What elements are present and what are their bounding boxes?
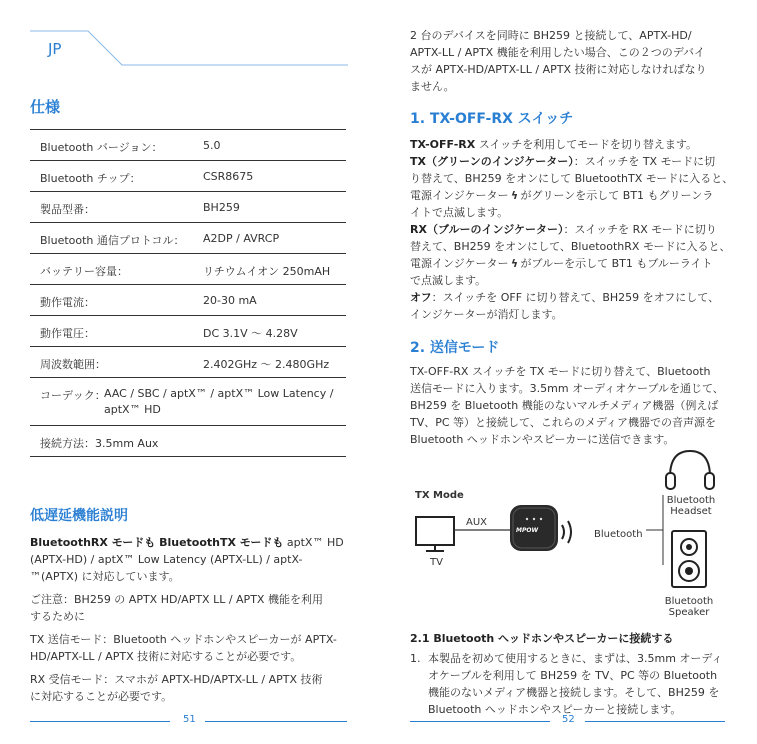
footer-rule-right: [585, 721, 725, 722]
power-icon: ϟ: [510, 189, 519, 202]
text: スイッチを利用してモードを切り替えます。: [475, 138, 697, 151]
spec-row: [30, 160, 346, 192]
page-number-left: 51: [183, 714, 196, 725]
text: Headset: [670, 506, 712, 517]
codec-line-2: aptX™ HD: [104, 403, 161, 416]
spec-value: 5.0: [203, 139, 221, 152]
text: に対応することが必要です。: [30, 690, 173, 703]
emphasis: オフ: [410, 291, 432, 304]
spec-key: 動作電流：: [40, 296, 95, 309]
text: 機能のないメディア機器と接続します。そして、BH259 を: [428, 686, 720, 699]
spec-key: バッテリー容量：: [40, 265, 128, 278]
footer-rule-left: [205, 721, 347, 722]
text: RX 受信モード：スマホが APTX-HD/APTX-LL / APTX 技術: [30, 673, 323, 686]
text: イトで点滅します。: [410, 206, 509, 219]
text: TX 送信モード：Bluetooth ヘッドホンやスピーカーが APTX-: [30, 633, 337, 646]
text: 電源インジケーター: [410, 257, 509, 270]
low-latency-title: 低遅延機能説明: [30, 508, 128, 524]
emphasis: TX（グリーンのインジケーター）: [410, 155, 574, 168]
text: Bluetooth: [666, 495, 716, 506]
spec-key: Bluetooth チップ：: [40, 172, 141, 185]
spec-value: A2DP / AVRCP: [203, 232, 280, 245]
emphasis: RX（ブルーのインジケーター）: [410, 223, 564, 236]
text: がグリーンを示して BT1 もグリーンラ: [520, 189, 714, 202]
power-icon: ϟ: [510, 257, 519, 270]
spec-row: [30, 284, 346, 316]
spec-row: [30, 315, 346, 347]
emphasis: BluetoothRX モードも BluetoothTX モードも: [30, 536, 284, 549]
text: り替えて、BH259 をオンにして BluetoothTX モードに入ると、: [410, 172, 734, 185]
section-tab-outline: [30, 30, 348, 68]
spec-key: 製品型番：: [40, 203, 95, 216]
wave-icon: [568, 521, 571, 543]
text: 替えて、BH259 をオンにして、BluetoothRX モードに入ると、: [410, 240, 731, 253]
spec-key: Bluetooth バージョン：: [40, 141, 163, 154]
section-2-1-title: 2.1 Bluetooth ヘッドホンやスピーカーに接続する: [410, 632, 674, 645]
page-number-right: 52: [562, 714, 575, 725]
diagram-graphics: [410, 445, 750, 620]
text: TV、PC 等）と接続して、これらのメディア機器での音声源を: [410, 416, 716, 429]
section-2-body: [410, 363, 742, 448]
text: TX-OFF-RX スイッチを TX モードに切り替えて、Bluetooth: [410, 365, 711, 378]
text: がブルーを示して BT1 もブルーライト: [520, 257, 713, 270]
spec-value: CSR8675: [203, 170, 254, 183]
spec-row: [30, 222, 346, 254]
table-bottom-rule: [30, 456, 346, 457]
spec-key: 接続方法：3.5mm Aux: [40, 437, 159, 450]
spec-key: 周波数範囲：: [40, 358, 106, 371]
headset-label: [661, 495, 721, 517]
text: ™(APTX) に対応しています。: [30, 570, 180, 583]
text: 本製品を初めて使用するときに、まずは、3.5mm オーディ: [428, 652, 723, 665]
spec-key: Bluetooth 通信プロトコル：: [40, 234, 185, 247]
spec-key: コーデック：: [40, 389, 106, 402]
language-label: JP: [48, 40, 62, 58]
spec-value: リチウムイオン 250mAH: [203, 265, 331, 278]
aux-label: AUX: [466, 517, 488, 528]
text: で点滅します。: [410, 274, 487, 287]
text: HD/APTX-LL / APTX 技術に対応することが必要です。: [30, 650, 302, 663]
spec-value: 20-30 mA: [203, 294, 257, 307]
text: (APTX-HD) / aptX™ Low Latency (APTX-LL) / aptX-: [30, 553, 303, 566]
spec-row-codec: [30, 377, 346, 425]
spec-key: 動作電圧：: [40, 327, 95, 340]
spec-title: 仕様: [30, 98, 61, 116]
section-1-title: 1. TX-OFF-RX スイッチ: [410, 111, 574, 127]
wave-icon: [562, 525, 564, 539]
text: ：スイッチを RX モードに切り: [563, 223, 717, 236]
spec-row-connection: [30, 425, 346, 457]
text: Bluetooth ヘッドホンやスピーカーと接続します。: [428, 703, 682, 716]
spec-row: [30, 346, 346, 378]
tv-icon: [416, 517, 454, 545]
text: ：スイッチを OFF に切り替えて、BH259 をオフにして、: [431, 291, 720, 304]
tx-mode-diagram: [410, 445, 750, 620]
text: APTX-LL / APTX 機能を利用したい場合、この２つのデバイ: [410, 46, 706, 59]
list-number: 1.: [410, 652, 421, 665]
section-1-body: [410, 136, 742, 323]
text: 2 台のデバイスを同時に BH259 と接続して、APTX-HD/: [410, 29, 692, 42]
text: 電源インジケーター: [410, 189, 509, 202]
text: 送信モードに入ります。3.5mm オーディオケーブルを通じて、: [410, 382, 724, 395]
spec-row: [30, 191, 346, 223]
spec-value: DC 3.1V ～ 4.28V: [203, 327, 298, 340]
spec-row: [30, 129, 346, 161]
spec-row: [30, 253, 346, 285]
text: aptX™ HD: [283, 536, 344, 549]
tv-label: TV: [430, 557, 443, 568]
codec-line-1: AAC / SBC / aptX™ / aptX™ Low Latency /: [104, 387, 334, 400]
tx-mode-label: TX Mode: [415, 490, 464, 501]
text: オケーブルを利用して BH259 を TV、PC 等の Bluetooth: [428, 669, 718, 682]
text: するために: [30, 610, 85, 623]
text: BH259 を Bluetooth 機能のないマルチメディア機器（例えば: [410, 399, 719, 412]
footer-rule-right: [410, 721, 550, 722]
headset-icon: [670, 451, 710, 477]
speaker-label: [659, 596, 719, 618]
spec-value: 2.402GHz ～ 2.480GHz: [203, 358, 330, 371]
text: ません。: [410, 80, 455, 93]
footer-rule-left: [30, 721, 170, 722]
low-latency-body: [30, 534, 352, 705]
text: Bluetooth ヘッドホンやスピーカーに送信できます。: [410, 433, 675, 446]
intro-paragraph: [410, 27, 740, 95]
text: ：スイッチを TX モードに切: [573, 155, 716, 168]
emphasis: TX-OFF-RX: [410, 138, 476, 151]
text: Speaker: [668, 607, 710, 618]
text: スが APTX-HD/APTX-LL / APTX 技術に対応しなければなり: [410, 63, 707, 76]
section-2-title: 2. 送信モード: [410, 340, 500, 356]
bluetooth-label: Bluetooth: [594, 529, 643, 540]
text: インジケーターが消灯します。: [410, 308, 563, 321]
spec-value: BH259: [203, 201, 240, 214]
text: ご注意：BH259 の APTX HD/APTX LL / APTX 機能を利用: [30, 593, 323, 606]
section-2-1-body: [410, 650, 745, 718]
device-brand: MPOW: [516, 527, 539, 534]
text: Bluetooth: [664, 596, 714, 607]
